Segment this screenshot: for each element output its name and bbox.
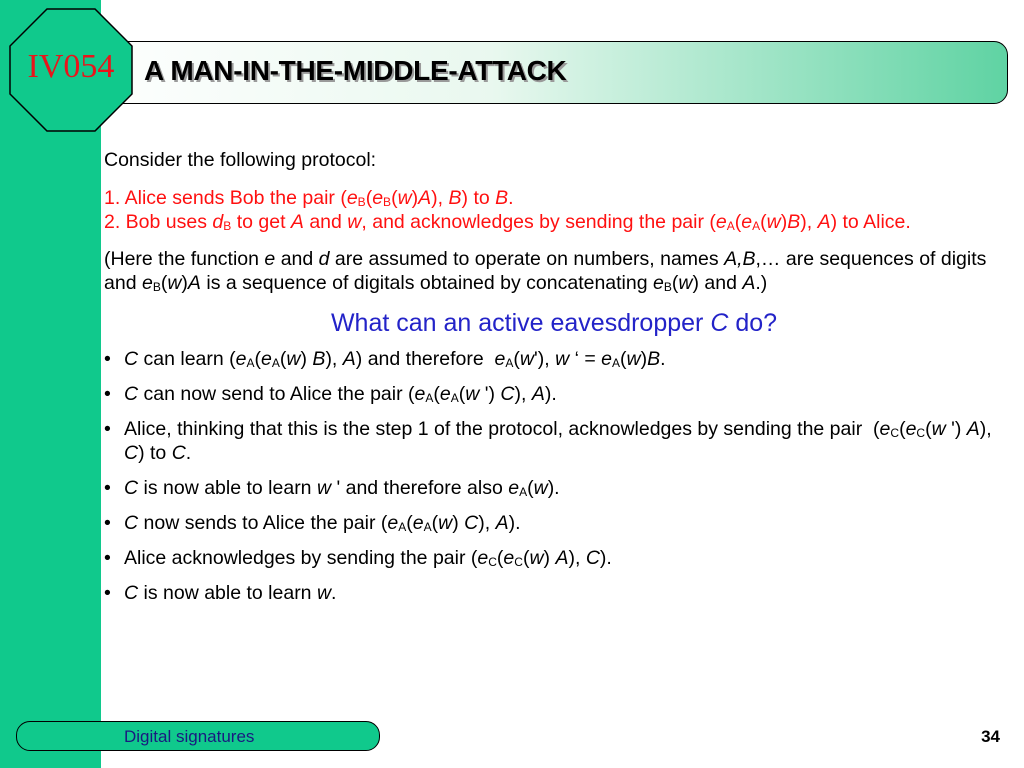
protocol-step-2: 2. Bob uses $d_B$ to get A and w, and acknowledges by sending the pair ($e_A(e_A(w)B)$, A) to Alice. — [104, 211, 911, 233]
intro-text: Consider the following protocol: — [104, 149, 377, 171]
list-item: • C is now able to learn w ' and therefore also $e_A(w)$. — [104, 477, 560, 499]
protocol-step-1: 1. Alice sends Bob the pair ($e_B(e_B(w)A)$, B) to B. — [104, 187, 514, 209]
course-code: IV054 — [27, 48, 115, 85]
list-item: • Alice, thinking that this is the step 1 of the protocol, acknowledges by sending the pair ($e_C(e_C(w$ ') A), C) to C. — [104, 418, 992, 464]
list-item: • C can now send to Alice the pair ($e_A(e_A(w$ ') C), A). — [104, 383, 557, 405]
slide-title: A MAN-IN-THE-MIDDLE-ATTACK — [144, 55, 567, 86]
assumption-note: (Here the function e and d are assumed to operate on numbers, names A,B,… are sequences of digits and $e_B(w)A$ is a sequence of digitals obtained by concatenating $e_B(w)$ and A.) — [104, 248, 987, 294]
list-item: • C now sends to Alice the pair ($e_A(e_A(w)$ C), A). — [104, 512, 521, 534]
page-number: 34 — [981, 727, 1000, 746]
slide-body — [104, 148, 1004, 605]
question-heading: What can an active eavesdropper C do? — [330, 309, 778, 337]
list-item: • Alice acknowledges by sending the pair ($e_C(e_C(w)$ A), C). — [104, 547, 612, 569]
list-item: • C can learn ($e_A(e_A(w)$ B), A) and therefore $e_A(w')$, w ‘ = $e_A(w)B$. — [104, 348, 666, 370]
list-item: • C is now able to learn w. — [104, 582, 337, 604]
footer-label: Digital signatures — [124, 727, 255, 746]
